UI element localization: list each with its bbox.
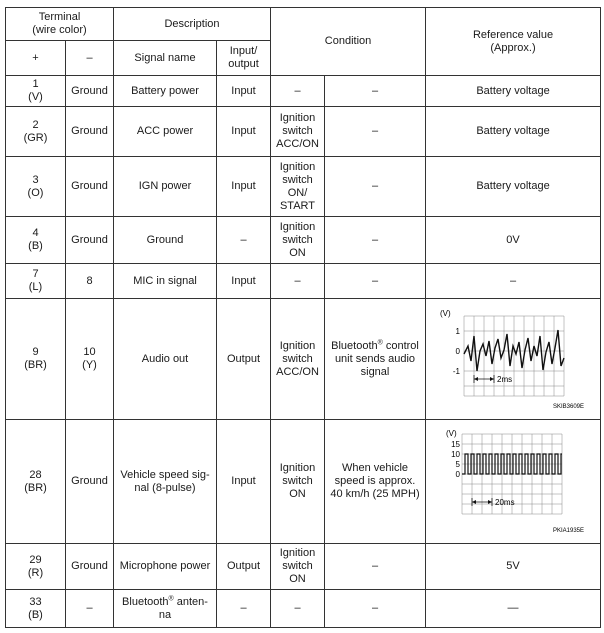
wave-time-label: 20ms xyxy=(495,497,515,507)
table-row xyxy=(6,157,601,217)
terminal-minus: Ground xyxy=(66,544,114,590)
signal-name: Microphone power xyxy=(114,544,217,590)
condition-detail: – xyxy=(325,107,426,157)
condition-switch: Ignition switch ACC/ON xyxy=(271,107,325,157)
terminal-minus: Ground xyxy=(66,76,114,107)
table-row xyxy=(6,76,601,107)
wave-y-tick: 10 xyxy=(451,449,461,459)
reference-value: Battery voltage xyxy=(426,76,601,107)
wave-unit-label: (V) xyxy=(440,309,451,318)
signal-name: Ground xyxy=(114,217,217,264)
io-type: Input xyxy=(217,107,271,157)
wave-unit-label: (V) xyxy=(446,428,457,438)
signal-name: Vehicle speed sig- nal (8-pulse) xyxy=(114,420,217,544)
terminal-minus: Ground xyxy=(66,107,114,157)
reference-value xyxy=(426,420,601,544)
io-type: – xyxy=(217,590,271,628)
table-row xyxy=(6,217,601,264)
reference-value: 0V xyxy=(426,217,601,264)
signal-name: Bluetooth® anten- na xyxy=(114,590,217,628)
terminal-plus: 7 (L) xyxy=(6,264,66,299)
table-row xyxy=(6,299,601,420)
io-type: Output xyxy=(217,544,271,590)
wave-y-tick: 0 xyxy=(455,469,461,479)
condition-switch: Ignition switch ON xyxy=(271,544,325,590)
condition-switch: Ignition switch ON xyxy=(271,420,325,544)
terminal-plus: 29 (R) xyxy=(6,544,66,590)
signal-name: ACC power xyxy=(114,107,217,157)
wave-y-tick: -1 xyxy=(452,367,461,376)
condition-detail: – xyxy=(325,157,426,217)
wave-y-tick: 15 xyxy=(451,439,461,449)
reference-value: — xyxy=(426,590,601,628)
condition-detail: – xyxy=(325,217,426,264)
header-minus: – xyxy=(66,41,114,76)
speed-pulse-graph xyxy=(440,428,586,536)
header-plus: + xyxy=(6,41,66,76)
condition-detail: – xyxy=(325,264,426,299)
condition-switch: Ignition switch ACC/ON xyxy=(271,299,325,420)
header-reference: Reference value (Approx.) xyxy=(426,8,601,76)
condition-detail: – xyxy=(325,590,426,628)
terminal-minus: 10 (Y) xyxy=(66,299,114,420)
wave-time-label: 2ms xyxy=(497,375,513,384)
reference-value: Battery voltage xyxy=(426,157,601,217)
terminal-plus: 9 (BR) xyxy=(6,299,66,420)
header-io: Input/ output xyxy=(217,41,271,76)
wave-y-tick: 1 xyxy=(455,327,461,336)
io-type: – xyxy=(217,217,271,264)
condition-switch: Ignition switch ON/ START xyxy=(271,157,325,217)
condition-detail: – xyxy=(325,544,426,590)
io-type: Input xyxy=(217,76,271,107)
table-row xyxy=(6,107,601,157)
io-type: Input xyxy=(217,420,271,544)
figure-code: SKIB3609E xyxy=(552,404,585,410)
wave-y-tick: 0 xyxy=(455,347,461,356)
terminal-spec-table xyxy=(5,7,601,628)
reference-value: 5V xyxy=(426,544,601,590)
signal-name: IGN power xyxy=(114,157,217,217)
io-type: Input xyxy=(217,264,271,299)
terminal-plus: 2 (GR) xyxy=(6,107,66,157)
terminal-minus: – xyxy=(66,590,114,628)
terminal-plus: 3 (O) xyxy=(6,157,66,217)
table-row xyxy=(6,544,601,590)
condition-switch: Ignition switch ON xyxy=(271,217,325,264)
terminal-plus: 28 (BR) xyxy=(6,420,66,544)
condition-detail: – xyxy=(325,76,426,107)
table-row xyxy=(6,420,601,544)
terminal-plus: 1 (V) xyxy=(6,76,66,107)
header-terminal: Terminal (wire color) xyxy=(6,8,114,41)
terminal-plus: 4 (B) xyxy=(6,217,66,264)
header-condition: Condition xyxy=(271,8,426,76)
table-row xyxy=(6,590,601,628)
io-type: Output xyxy=(217,299,271,420)
terminal-minus: 8 xyxy=(66,264,114,299)
condition-switch: – xyxy=(271,264,325,299)
signal-name: Audio out xyxy=(114,299,217,420)
condition-switch: – xyxy=(271,590,325,628)
table-row xyxy=(6,264,601,299)
wave-y-tick: 5 xyxy=(455,459,461,469)
terminal-minus: Ground xyxy=(66,420,114,544)
signal-name: MIC in signal xyxy=(114,264,217,299)
terminal-plus: 33 (B) xyxy=(6,590,66,628)
signal-name: Battery power xyxy=(114,76,217,107)
condition-detail: Bluetooth® control unit sends audio signal xyxy=(325,299,426,420)
terminal-minus: Ground xyxy=(66,157,114,217)
io-type: Input xyxy=(217,157,271,217)
terminal-minus: Ground xyxy=(66,217,114,264)
reference-value xyxy=(426,299,601,420)
header-signal-name: Signal name xyxy=(114,41,217,76)
audio-waveform-graph xyxy=(440,306,586,412)
condition-switch: – xyxy=(271,76,325,107)
condition-detail: When vehicle speed is approx. 40 km/h (25 MPH) xyxy=(325,420,426,544)
reference-value: – xyxy=(426,264,601,299)
header-description: Description xyxy=(114,8,271,41)
reference-value: Battery voltage xyxy=(426,107,601,157)
figure-code: PKIA1935E xyxy=(552,527,585,534)
